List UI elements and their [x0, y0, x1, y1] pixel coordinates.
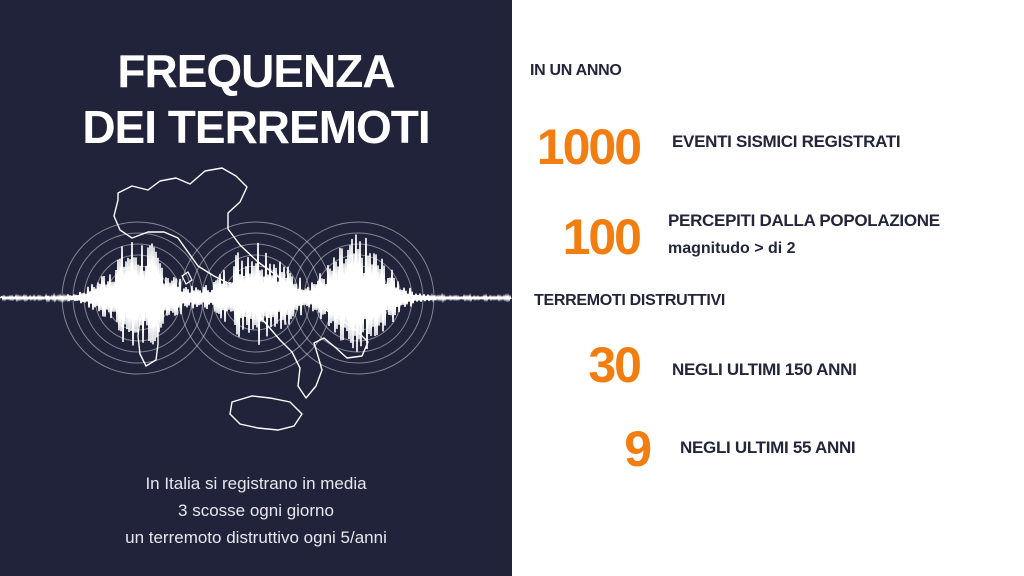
right-panel [512, 0, 1024, 576]
stat-label-perceived: PERCEPITI DALLA POPOLAZIONE [668, 211, 940, 230]
stat-number-55-years: 9 [624, 421, 650, 477]
title-line-2: DEI TERREMOTI [82, 101, 430, 153]
stat-number-events: 1000 [536, 119, 640, 175]
title-line-1: FREQUENZA [117, 45, 395, 97]
stat-sublabel-perceived: magnitudo > di 2 [668, 240, 796, 257]
stat-label-events: EVENTI SISMICI REGISTRATI [672, 132, 901, 151]
caption-line-1: In Italia si registrano in media [145, 474, 367, 493]
caption-line-2: 3 scosse ogni giorno [178, 501, 334, 520]
stat-number-150-years: 30 [588, 337, 640, 393]
section-year-heading: IN UN ANNO [530, 62, 622, 79]
stat-label-55-years: NEGLI ULTIMI 55 ANNI [680, 438, 856, 457]
caption-line-3: un terremoto distruttivo ogni 5/anni [125, 528, 387, 547]
italy-map-seismic-wave-icon [0, 160, 512, 460]
section-destructive-heading: TERREMOTI DISTRUTTIVI [534, 292, 726, 309]
stat-label-150-years: NEGLI ULTIMI 150 ANNI [672, 360, 857, 379]
stat-number-perceived: 100 [562, 209, 640, 265]
